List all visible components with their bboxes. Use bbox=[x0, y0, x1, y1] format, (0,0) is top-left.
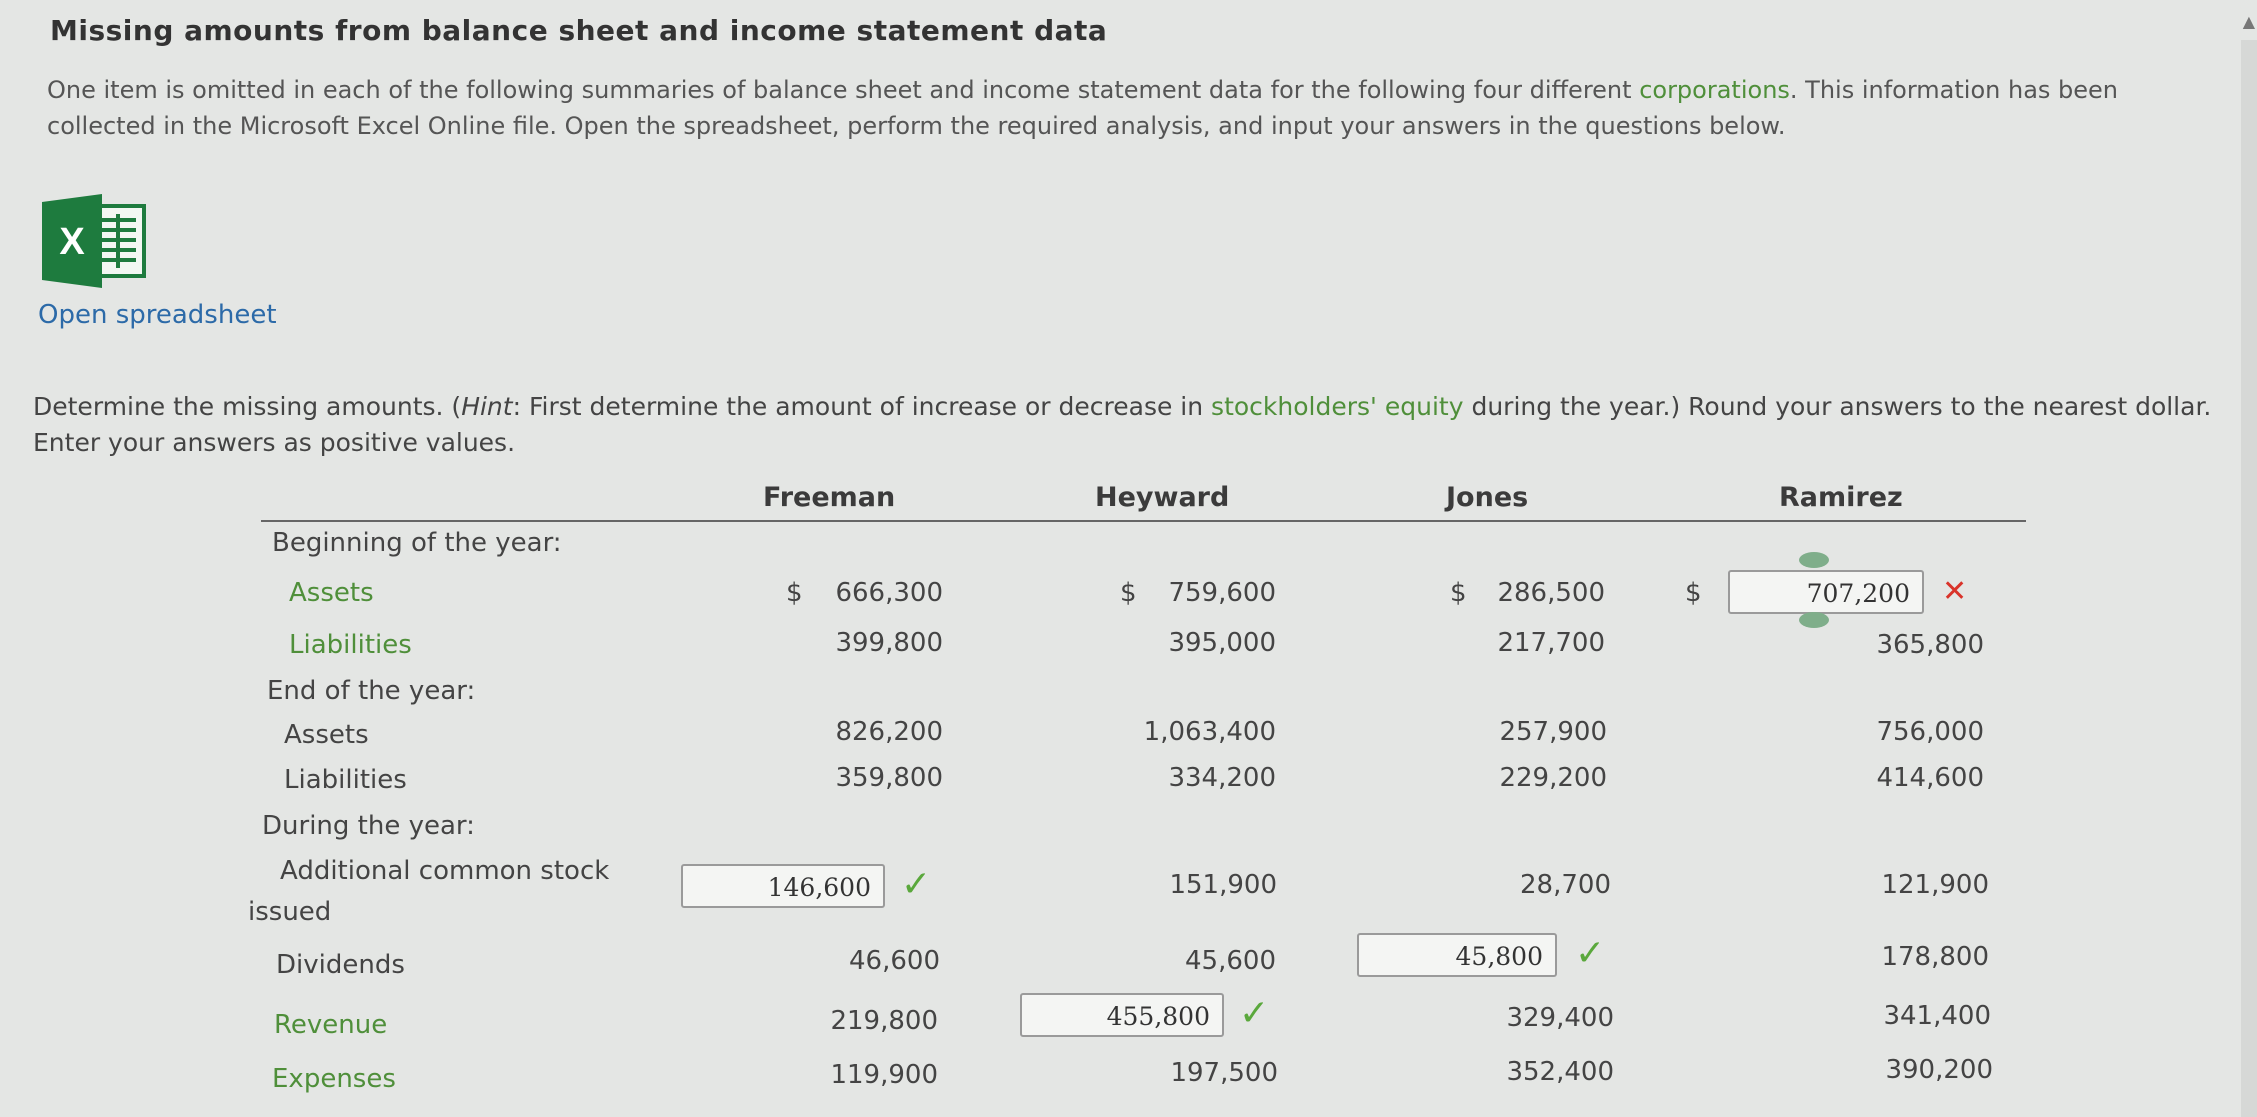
row-label-beginning-liabilities[interactable]: Liabilities bbox=[289, 630, 412, 660]
ramirez-revenue: 341,400 bbox=[1883, 1001, 1991, 1031]
row-label-revenue[interactable]: Revenue bbox=[274, 1010, 388, 1040]
correct-check-icon: ✓ bbox=[901, 864, 932, 905]
row-label-dividends: Dividends bbox=[276, 950, 405, 980]
jones-revenue: 329,400 bbox=[1506, 1003, 1614, 1033]
task-text-3: during the year.) Round your answers to the nearest dollar. Enter your answers as positive values. bbox=[33, 392, 2212, 457]
freeman-beginning-assets: 666,300 bbox=[835, 578, 943, 608]
ramirez-beginning-liabilities: 365,800 bbox=[1876, 630, 1984, 660]
row-label-beginning: Beginning of the year: bbox=[272, 528, 562, 558]
column-header-ramirez: Ramirez bbox=[1779, 482, 1903, 513]
row-label-expenses[interactable]: Expenses bbox=[272, 1064, 396, 1094]
freeman-beginning-liabilities: 399,800 bbox=[835, 628, 943, 658]
drag-handle-bottom[interactable] bbox=[1799, 612, 1829, 628]
freeman-stock-issued-input[interactable]: 146,600 bbox=[681, 864, 885, 908]
freeman-dividends: 46,600 bbox=[849, 946, 940, 976]
intro-text-2: . This information has been collected in the Microsoft Excel Online file. Open the spreadsheet, perform the required analysis, and input your answers in the questions below. bbox=[47, 76, 2119, 140]
dollar-sign: $ bbox=[1120, 578, 1137, 608]
intro-paragraph bbox=[47, 72, 2197, 144]
row-label-end: End of the year: bbox=[267, 676, 476, 706]
row-label-end-liabilities: Liabilities bbox=[284, 765, 407, 795]
heyward-expenses: 197,500 bbox=[1170, 1058, 1278, 1088]
dollar-sign: $ bbox=[786, 578, 803, 608]
dollar-sign: $ bbox=[1685, 578, 1702, 608]
jones-end-liabilities: 229,200 bbox=[1499, 763, 1607, 793]
heyward-end-liabilities: 334,200 bbox=[1168, 763, 1276, 793]
jones-beginning-liabilities: 217,700 bbox=[1497, 628, 1605, 658]
jones-stock-issued: 28,700 bbox=[1520, 870, 1611, 900]
heyward-beginning-assets: 759,600 bbox=[1168, 578, 1276, 608]
stockholders-equity-glossary-link[interactable]: stockholders' equity bbox=[1211, 392, 1464, 421]
row-label-stock-issued-cont: issued bbox=[248, 897, 332, 927]
freeman-end-assets: 826,200 bbox=[835, 717, 943, 747]
task-instructions bbox=[33, 389, 2213, 461]
heyward-end-assets: 1,063,400 bbox=[1143, 717, 1276, 747]
page-title: Missing amounts from balance sheet and income statement data bbox=[50, 14, 1108, 47]
ramirez-expenses: 390,200 bbox=[1885, 1055, 1993, 1085]
correct-check-icon: ✓ bbox=[1239, 993, 1270, 1034]
header-divider bbox=[261, 520, 2026, 522]
column-header-jones: Jones bbox=[1446, 482, 1529, 513]
open-spreadsheet-link[interactable]: Open spreadsheet bbox=[38, 300, 277, 330]
ramirez-beginning-assets-input[interactable]: 707,200 bbox=[1728, 570, 1924, 614]
drag-handle-top[interactable] bbox=[1799, 552, 1829, 568]
jones-beginning-assets: 286,500 bbox=[1497, 578, 1605, 608]
jones-expenses: 352,400 bbox=[1506, 1057, 1614, 1087]
scroll-up-icon[interactable]: ▲ bbox=[2242, 12, 2255, 31]
heyward-beginning-liabilities: 395,000 bbox=[1168, 628, 1276, 658]
svg-text:X: X bbox=[59, 221, 85, 263]
incorrect-x-icon: ✕ bbox=[1942, 574, 1968, 609]
jones-dividends-input[interactable]: 45,800 bbox=[1357, 933, 1557, 977]
heyward-revenue-input[interactable]: 455,800 bbox=[1020, 993, 1224, 1037]
jones-end-assets: 257,900 bbox=[1499, 717, 1607, 747]
correct-check-icon: ✓ bbox=[1575, 933, 1606, 974]
excel-icon[interactable] bbox=[42, 194, 150, 288]
row-label-beginning-assets[interactable]: Assets bbox=[289, 578, 374, 608]
ramirez-dividends: 178,800 bbox=[1881, 942, 1989, 972]
row-label-end-assets: Assets bbox=[284, 720, 369, 750]
ramirez-stock-issued: 121,900 bbox=[1881, 870, 1989, 900]
freeman-expenses: 119,900 bbox=[830, 1060, 938, 1090]
ramirez-end-liabilities: 414,600 bbox=[1876, 763, 1984, 793]
vertical-scrollbar[interactable] bbox=[2241, 40, 2257, 1117]
freeman-revenue: 219,800 bbox=[830, 1006, 938, 1036]
heyward-dividends: 45,600 bbox=[1185, 946, 1276, 976]
intro-text-1: One item is omitted in each of the following summaries of balance sheet and income statement data for the following four different bbox=[47, 76, 1640, 104]
column-header-heyward: Heyward bbox=[1095, 482, 1230, 513]
freeman-end-liabilities: 359,800 bbox=[835, 763, 943, 793]
ramirez-end-assets: 756,000 bbox=[1876, 717, 1984, 747]
task-text-1: Determine the missing amounts. ( bbox=[33, 392, 462, 421]
row-label-during: During the year: bbox=[262, 811, 475, 841]
column-header-freeman: Freeman bbox=[763, 482, 896, 513]
heyward-stock-issued: 151,900 bbox=[1169, 870, 1277, 900]
hint-label: Hint bbox=[461, 392, 513, 421]
dollar-sign: $ bbox=[1450, 578, 1467, 608]
task-text-2: : First determine the amount of increase or decrease in bbox=[512, 392, 1212, 421]
corporations-glossary-link[interactable]: corporations bbox=[1639, 76, 1790, 104]
row-label-stock-issued: Additional common stock bbox=[280, 856, 610, 886]
